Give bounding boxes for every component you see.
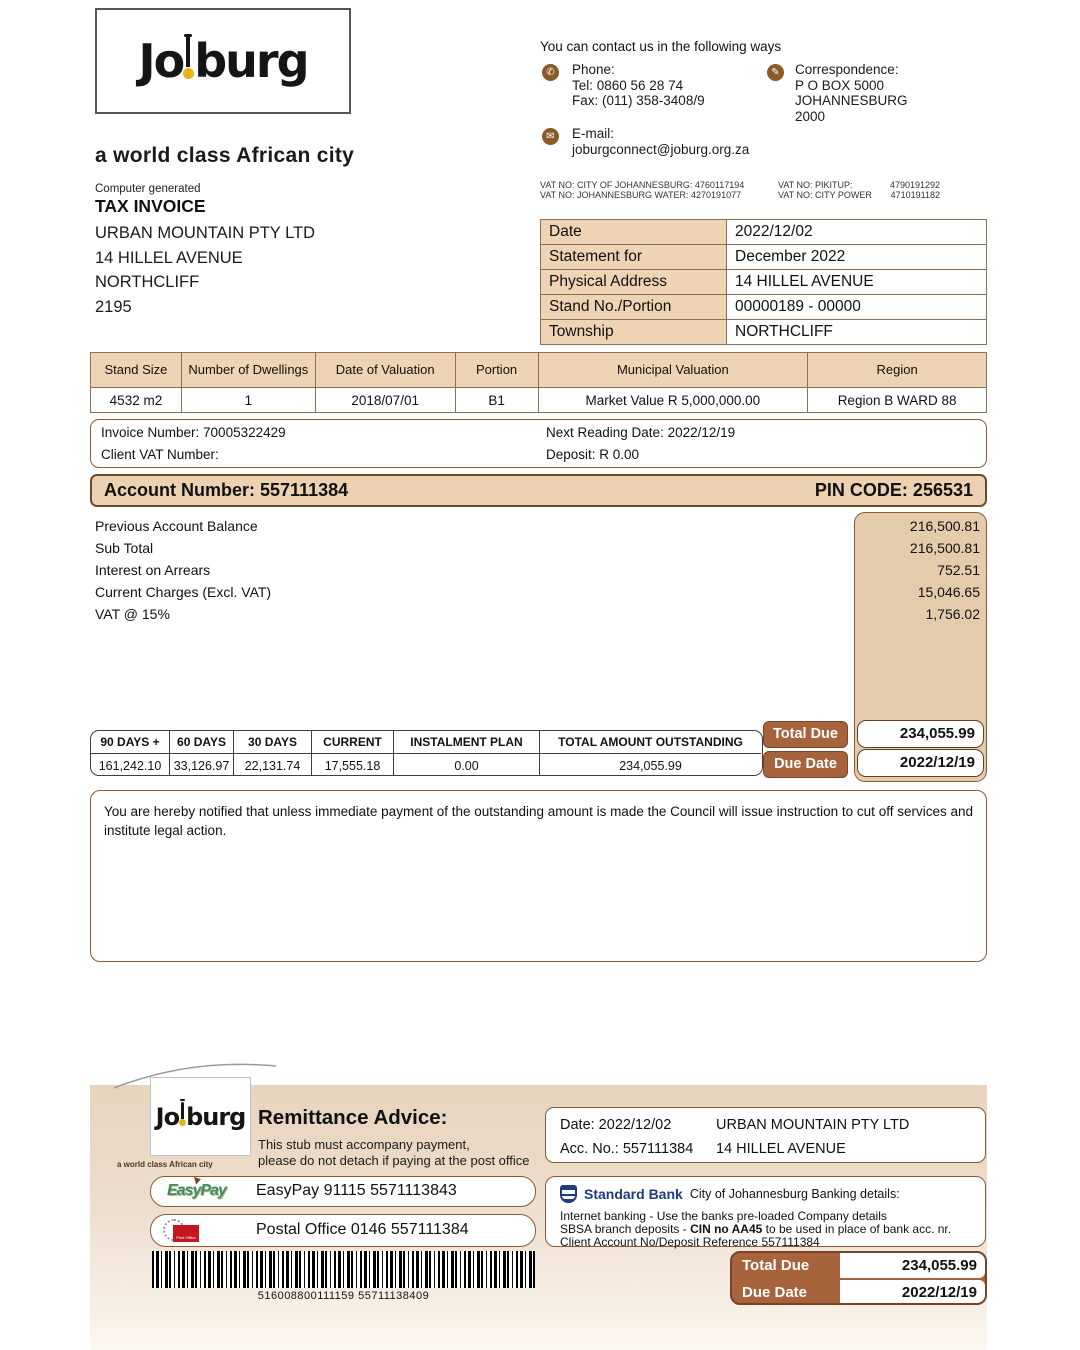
table-row bbox=[541, 295, 987, 320]
post-office-logo: Post Office bbox=[173, 1225, 199, 1242]
vat-value: 4790191292 bbox=[889, 180, 940, 190]
email-block bbox=[572, 126, 749, 157]
easypay-logo bbox=[167, 1182, 226, 1200]
total-due-row bbox=[732, 1253, 985, 1278]
table-row bbox=[541, 270, 987, 295]
bank-header-row bbox=[560, 1185, 900, 1203]
aging-value: 234,055.99 bbox=[619, 758, 682, 773]
correspondence-block bbox=[795, 62, 908, 124]
email-address: joburgconnect@joburg.org.za bbox=[572, 141, 750, 157]
cell-valuation-date: 2018/07/01 bbox=[315, 388, 455, 413]
due-date-value: 2022/12/19 bbox=[840, 1280, 985, 1305]
remittance-subtitle: This stub must accompany payment, bbox=[258, 1137, 470, 1152]
postal-office-box bbox=[150, 1214, 536, 1247]
charge-amount: 752.51 bbox=[937, 562, 980, 578]
bank-instruction bbox=[560, 1222, 951, 1236]
cell-dwellings: 1 bbox=[181, 388, 315, 413]
vat-entry bbox=[778, 190, 940, 200]
remittance-title: Remittance Advice: bbox=[258, 1106, 448, 1129]
correspondence-city: JOHANNESBURG bbox=[795, 93, 908, 108]
aging-header: 30 DAYS bbox=[234, 731, 312, 754]
cell-region: Region B WARD 88 bbox=[808, 388, 987, 413]
vat-label: VAT NO: JOHANNESBURG WATER: bbox=[540, 190, 689, 200]
row-value: 14 HILLEL AVENUE bbox=[727, 270, 987, 295]
total-due-badge: Total Due bbox=[763, 721, 848, 748]
bank-name: Standard Bank bbox=[584, 1186, 683, 1202]
vat-label: VAT NO: CITY OF JOHANNESBURG: bbox=[540, 180, 693, 190]
vat-label: VAT NO: CITY POWER bbox=[778, 190, 872, 200]
column-header: Stand Size bbox=[91, 353, 182, 388]
easypay-logo-text: EasyPay bbox=[167, 1182, 226, 1199]
remittance-account-number: Acc. No.: 557111384 bbox=[560, 1141, 694, 1157]
recipient-suburb: NORTHCLIFF bbox=[95, 273, 200, 291]
charge-label: Previous Account Balance bbox=[95, 518, 258, 534]
cell-stand-size: 4532 m2 bbox=[91, 388, 182, 413]
vat-value: 4760117194 bbox=[694, 180, 745, 190]
charge-label: Interest on Arrears bbox=[95, 562, 211, 578]
phone-icon: ✆ bbox=[542, 64, 559, 81]
pin-code: PIN CODE: 256531 bbox=[814, 480, 973, 500]
hillbrow-tower-icon bbox=[179, 1118, 186, 1125]
charge-amount: 216,500.81 bbox=[909, 518, 980, 534]
row-value: December 2022 bbox=[727, 245, 987, 270]
aging-table bbox=[90, 730, 763, 776]
joburg-logo-text bbox=[138, 34, 307, 88]
aging-header: TOTAL AMOUNT OUTSTANDING bbox=[540, 731, 761, 754]
hillbrow-tower-icon bbox=[183, 65, 194, 77]
charge-amount: 1,756.02 bbox=[925, 606, 980, 622]
email-label: E-mail: bbox=[572, 126, 615, 141]
bank-heading: City of Johannesburg Banking details: bbox=[689, 1187, 900, 1201]
column-header: Portion bbox=[455, 353, 538, 388]
invoice-info-box bbox=[90, 419, 987, 468]
row-value: 2022/12/02 bbox=[727, 220, 987, 245]
aging-value: 33,126.97 bbox=[170, 754, 234, 776]
charge-label: Sub Total bbox=[95, 540, 154, 556]
city-tagline: a world class African city bbox=[95, 144, 355, 167]
remittance-tagline: a world class African city bbox=[117, 1160, 213, 1169]
row-label: Township bbox=[541, 320, 727, 345]
row-label: Date bbox=[541, 220, 727, 245]
due-date-row bbox=[732, 1280, 985, 1305]
column-header: Date of Valuation bbox=[315, 353, 455, 388]
aging-value: 161,242.10 bbox=[91, 754, 170, 776]
row-value: 00000189 - 00000 bbox=[727, 295, 987, 320]
row-label: Stand No./Portion bbox=[541, 295, 727, 320]
account-number-bar bbox=[90, 474, 987, 507]
recipient-postal-code: 2195 bbox=[95, 297, 132, 316]
legal-notice-text: You are hereby notified that unless immediate payment of the outstanding amount is made the Council will issue instruction to cut off services and institute legal action. bbox=[104, 804, 973, 838]
due-date-badge: Due Date bbox=[763, 751, 848, 778]
postal-office-reference: Postal Office 0146 557111384 bbox=[256, 1221, 469, 1238]
joburg-logo bbox=[95, 8, 351, 114]
bank-details-box bbox=[545, 1176, 986, 1247]
phone-tel: Tel: 0860 56 28 74 bbox=[572, 77, 684, 93]
cell-municipal-valuation: Market Value R 5,000,000.00 bbox=[538, 388, 808, 413]
table-header-row bbox=[91, 353, 987, 388]
table-row bbox=[541, 245, 987, 270]
phone-block bbox=[572, 62, 705, 109]
remittance-joburg-logo bbox=[150, 1077, 251, 1156]
vat-label: VAT NO: PIKITUP: bbox=[778, 180, 853, 190]
easypay-reference: EasyPay 91115 5571113843 bbox=[256, 1182, 457, 1199]
phone-label: Phone: bbox=[572, 62, 615, 77]
vat-value: 4710191182 bbox=[890, 190, 940, 200]
bank-deposit-reference: Client Account No/Deposit Reference 557111384 bbox=[560, 1235, 820, 1249]
aging-value: 17,555.18 bbox=[312, 754, 394, 776]
document-type-title: TAX INVOICE bbox=[95, 196, 206, 216]
property-table bbox=[90, 352, 987, 413]
logo-text-right: burg bbox=[186, 1102, 246, 1131]
recipient-address bbox=[95, 221, 315, 319]
total-due-value: 234,055.99 bbox=[857, 720, 984, 748]
bank-instruction: Internet banking - Use the banks pre-loaded Company details bbox=[560, 1209, 887, 1223]
table-row bbox=[541, 320, 987, 345]
aging-value: 22,131.74 bbox=[234, 754, 312, 776]
charge-amount: 15,046.65 bbox=[917, 584, 980, 600]
remittance-company: URBAN MOUNTAIN PTY LTD bbox=[716, 1117, 910, 1133]
row-label: Statement for bbox=[541, 245, 727, 270]
row-label: Physical Address bbox=[541, 270, 727, 295]
account-number: Account Number: 557111384 bbox=[104, 480, 349, 500]
joburg-logo-text bbox=[156, 1103, 246, 1131]
logo-text-right: burg bbox=[194, 34, 308, 88]
bank-cin-number: CIN no AA45 bbox=[690, 1222, 763, 1236]
charge-amount: 216,500.81 bbox=[909, 540, 980, 556]
logo-text-left: Jo bbox=[138, 34, 184, 88]
bank-instruction-text: SBSA branch deposits - bbox=[560, 1222, 691, 1236]
invoice-number: Invoice Number: 70005322429 bbox=[101, 425, 286, 440]
aging-header: 60 DAYS bbox=[170, 731, 234, 754]
vat-entry bbox=[778, 180, 940, 190]
recipient-name: URBAN MOUNTAIN PTY LTD bbox=[95, 224, 316, 242]
bank-instruction-text: to be used in place of bank acc. nr. bbox=[762, 1222, 952, 1236]
easypay-box bbox=[150, 1176, 536, 1207]
remittance-address: 14 HILLEL AVENUE bbox=[716, 1141, 846, 1157]
aging-header: CURRENT bbox=[312, 731, 394, 754]
remittance-subtitle: please do not detach if paying at the post office bbox=[258, 1153, 530, 1168]
contact-heading: You can contact us in the following ways bbox=[540, 39, 782, 54]
remittance-totals-table bbox=[730, 1251, 987, 1305]
column-header: Number of Dwellings bbox=[181, 353, 315, 388]
aging-value: 0.00 bbox=[394, 754, 540, 776]
due-date-label: Due Date bbox=[742, 1284, 808, 1301]
remittance-date: Date: 2022/12/02 bbox=[560, 1117, 672, 1133]
pen-icon: ✎ bbox=[767, 64, 784, 81]
vat-numbers bbox=[540, 180, 990, 200]
vat-value: 4270191077 bbox=[691, 190, 742, 200]
standard-bank-shield-icon bbox=[560, 1185, 577, 1203]
correspondence-code: 2000 bbox=[795, 108, 826, 124]
phone-fax: Fax: (011) 358-3408/9 bbox=[572, 93, 705, 108]
due-date-value: 2022/12/19 bbox=[857, 749, 984, 777]
correspondence-label: Correspondence: bbox=[795, 62, 899, 77]
next-reading-date: Next Reading Date: 2022/12/19 bbox=[546, 425, 736, 440]
aging-header: INSTALMENT PLAN bbox=[394, 731, 540, 754]
computer-generated-label: Computer generated bbox=[95, 183, 201, 195]
table-row bbox=[91, 388, 987, 413]
correspondence-pobox: P O BOX 5000 bbox=[795, 77, 885, 93]
legal-notice-box bbox=[90, 790, 987, 962]
row-value: NORTHCLIFF bbox=[727, 320, 987, 345]
charge-label: VAT @ 15% bbox=[95, 606, 170, 622]
cell-portion: B1 bbox=[455, 388, 538, 413]
payment-barcode bbox=[152, 1251, 535, 1288]
email-icon: ✉ bbox=[542, 128, 559, 145]
client-vat-number: Client VAT Number: bbox=[101, 447, 219, 462]
column-header: Region bbox=[808, 353, 987, 388]
logo-text-left: Jo bbox=[155, 1102, 180, 1131]
table-row bbox=[541, 220, 987, 245]
charge-label: Current Charges (Excl. VAT) bbox=[95, 584, 272, 600]
aging-header: 90 DAYS + bbox=[91, 731, 170, 754]
remittance-info-box bbox=[545, 1107, 986, 1163]
barcode-number: 516008800111159 55711138409 bbox=[257, 1290, 430, 1302]
recipient-street: 14 HILLEL AVENUE bbox=[95, 248, 243, 267]
total-due-value: 234,055.99 bbox=[840, 1253, 985, 1278]
vat-entry bbox=[540, 190, 778, 200]
total-due-label: Total Due bbox=[742, 1257, 810, 1274]
vat-entry bbox=[540, 180, 778, 190]
deposit: Deposit: R 0.00 bbox=[546, 447, 640, 462]
column-header: Municipal Valuation bbox=[538, 353, 808, 388]
statement-info-table bbox=[540, 219, 987, 345]
